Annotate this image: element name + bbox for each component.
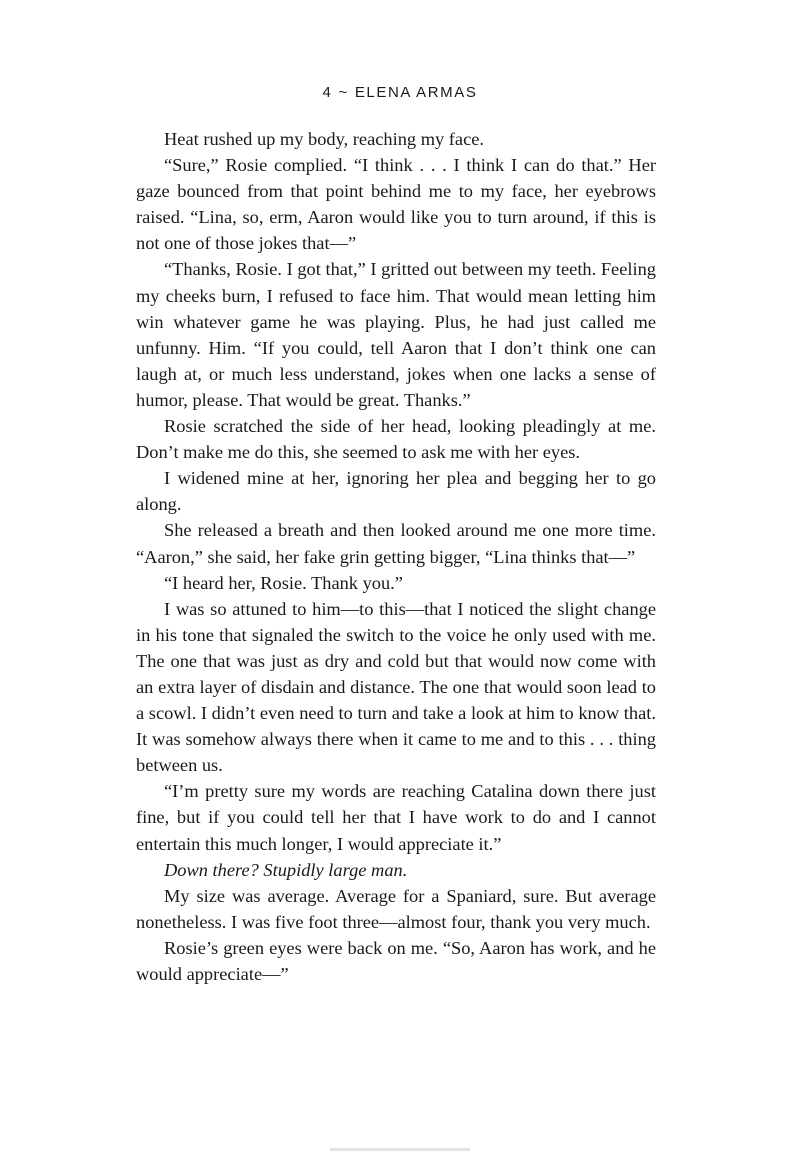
page-number: 4 [322, 84, 333, 101]
paragraph: “Thanks, Rosie. I got that,” I gritted out between my teeth. Feeling my cheeks burn, I refused to face him. That would mean letting him win whatever game he was playing. Plus, he had just called me unfunny. Him. “If you could, tell Aaron that I don’t think one can laugh at, or much less understand, jokes when one lacks a sense of humor, please. That would be great. Thanks.” [136, 259, 656, 410]
paragraph: Rosie’s green eyes were back on me. “So, Aaron has work, and he would appreciate—” [136, 937, 656, 984]
paragraph: My size was average. Average for a Spaniard, sure. But average nonetheless. I was five foot three—almost four, thank you very much. [136, 885, 656, 932]
header-separator: ~ [338, 84, 349, 101]
paragraph: Rosie scratched the side of her head, looking pleadingly at me. Don’t make me do this, she seemed to ask me with her eyes. [136, 416, 656, 463]
running-head [0, 84, 800, 101]
author-name: ELENA ARMAS [354, 84, 478, 101]
paragraph: Heat rushed up my body, reaching my face. [164, 129, 485, 149]
paragraph: “I’m pretty sure my words are reaching Catalina down there just fine, but if you could tell her that I have work to do and I cannot entertain this much longer, I would appreciate it.” [136, 781, 656, 854]
paragraph: She released a breath and then looked around me one more time. “Aaron,” she said, her fake grin getting bigger, “Lina thinks that—” [136, 520, 656, 567]
paragraph: I widened mine at her, ignoring her plea and begging her to go along. [136, 468, 656, 515]
page-bottom-edge [330, 1148, 470, 1151]
italic-paragraph: Down there? Stupidly large man. [164, 859, 408, 880]
paragraph: I was so attuned to him—to this—that I noticed the slight change in his tone that signaled the switch to the voice he only used with me. The one that was just as dry and cold but that would now come with an extra layer of disdain and distance. The one that would soon lead to a scowl. I didn’t even need to turn and take a look at him to know that. It was somehow always there when it came to me and to this . . . thing between us. [136, 598, 656, 776]
paragraph: “Sure,” Rosie complied. “I think . . . I think I can do that.” Her gaze bounced from that point behind me to my face, her eyebrows raised. “Lina, so, erm, Aaron would like you to turn around, if this is not one of those jokes that—” [136, 155, 656, 254]
paragraph: “I heard her, Rosie. Thank you.” [164, 572, 403, 593]
body-text [136, 126, 656, 987]
